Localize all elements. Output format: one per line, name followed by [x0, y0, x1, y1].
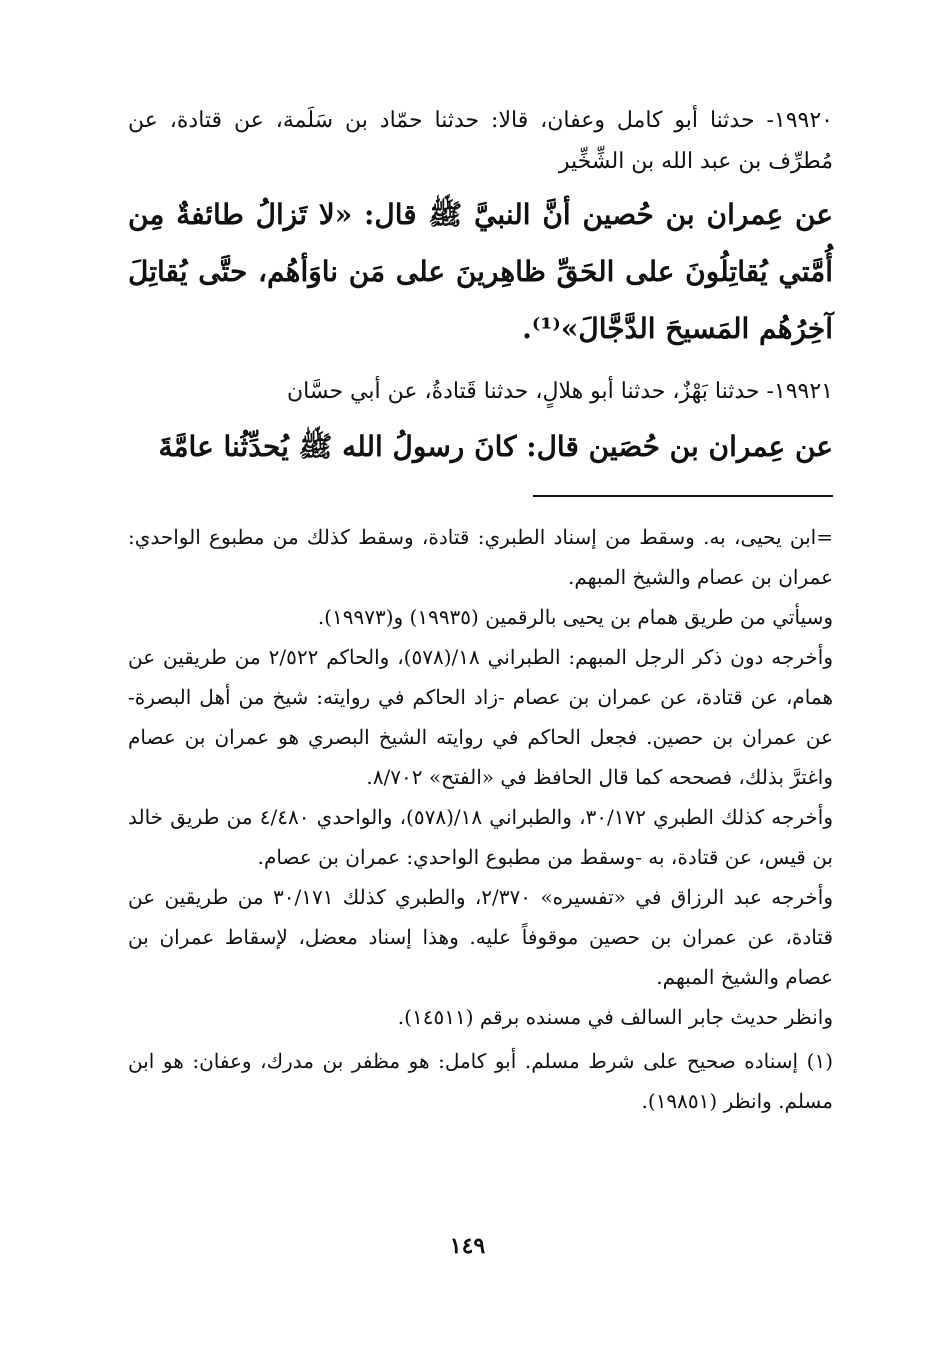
- hadith-19921-isnad: ١٩٩٢١- حدثنا بَهْزٌ، حدثنا أبو هلالٍ، حدثنا قَتادةُ، عن أبي حسَّان: [286, 379, 833, 404]
- page-number: ١٤٩: [449, 1233, 486, 1259]
- footnote-separator: [533, 495, 833, 497]
- hadith-19920-matn: عن عِمران بن حُصين أنَّ النبيَّ ﷺ قال: «لا تَزالُ طائفةٌ مِن أُمَّتي يُقاتِلُونَ على الحَقِّ ظاهِرينَ على مَن ناوَأهُم، حتَّى يُقاتِلَ آخِرُهُم المَسيحَ الدَّجَّالَ»⁽¹⁾.: [128, 198, 833, 345]
- note-line: =ابن يحيى، به. وسقط من إسناد الطبري: قتادة، وسقط كذلك من مطبوع الواحدي: عمران بن عصام والشيخ المبهم.: [128, 525, 833, 589]
- footnotes-section: [128, 517, 833, 1121]
- hadith-19921-matn: عن عِمران بن حُصَين قال: كانَ رسولُ الله ﷺ يُحدِّثُنا عامَّةَ: [158, 430, 833, 463]
- note-line: وأخرجه دون ذكر الرجل المبهم: الطبراني ١٨/(٥٧٨)، والحاكم ٢/٥٢٢ من طريقين عن همام، عن قتادة، عن عمران بن عصام -زاد الحاكم في روايته: شيخ من أهل البصرة- عن عمران بن حصين. فجعل الحاكم في روايته الشيخ البصري هو عمران بن عصام واغترَّ بذلك، فصححه كما قال الحافظ في «الفتح» ٨/٧٠٢.: [128, 645, 833, 789]
- footnote-1: (١) إسناده صحيح على شرط مسلم. أبو كامل: هو مظفر بن مدرك، وعفان: هو ابن مسلم. وانظر (١٩٨٥١).: [128, 1049, 833, 1113]
- note-line: وأخرجه عبد الرزاق في «تفسيره» ٢/٣٧٠، والطبري كذلك ٣٠/١٧١ من طريقين عن قتادة، عن عمران بن حصين موقوفاً عليه. وهذا إسناد معضل، لإسقاط عمران بن عصام والشيخ المبهم.: [128, 885, 833, 989]
- hadith-19920-isnad: ١٩٩٢٠- حدثنا أبو كامل وعفان، قالا: حدثنا حمّاد بن سَلَمة، عن قتادة، عن مُطرِّف بن عبد الله بن الشِّخِّير: [128, 108, 833, 174]
- note-line: وأخرجه كذلك الطبري ٣٠/١٧٢، والطبراني ١٨/(٥٧٨)، والواحدي ٤/٤٨٠ من طريق خالد بن قيس، عن قتادة، به -وسقط من مطبوع الواحدي: عمران بن عصام.: [128, 805, 834, 869]
- note-line: وسيأتي من طريق همام بن يحيى بالرقمين (١٩٩٣٥) و(١٩٩٧٣).: [317, 605, 833, 629]
- book-page: [128, 100, 833, 1300]
- note-line: وانظر حديث جابر السالف في مسنده برقم (١٤٥١١).: [397, 1005, 833, 1029]
